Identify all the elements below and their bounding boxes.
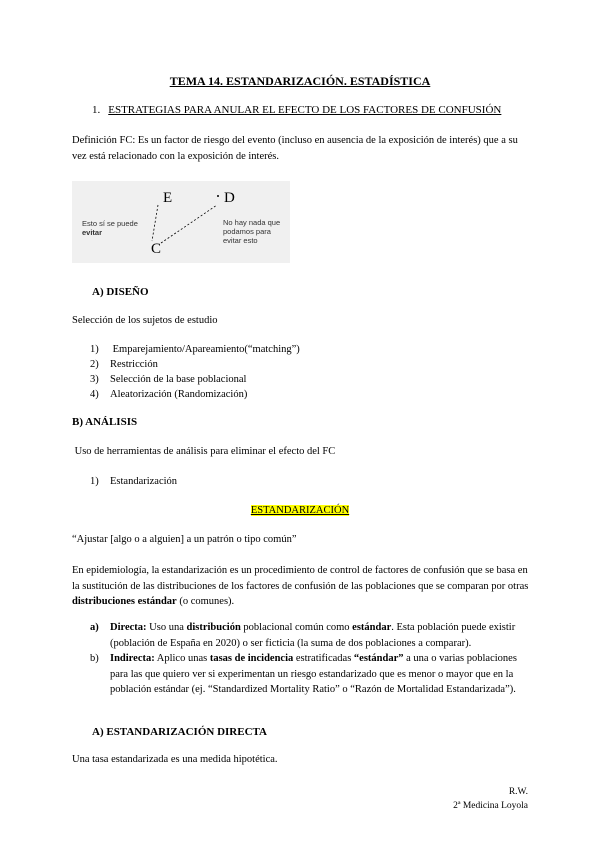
list-num: 1) (90, 344, 99, 355)
list-num: 4) (90, 389, 99, 400)
estandarizacion-heading-wrap (0, 505, 600, 516)
left-note (82, 219, 138, 237)
list-item (90, 389, 247, 400)
list-item (90, 359, 158, 370)
type-b (90, 651, 530, 698)
dot-near-d (217, 195, 219, 197)
item-text: . Esta población puede existir (población de España en 2020) o ser ficticia (la suma de dos poblaciones a comparar). (110, 622, 516, 649)
para-text: En epidemiología, la estandarización es un procedimiento de control de factores de confusión que se basa en la sustitución de las distribuciones de los factores de confusión de las poblaciones que se comparan por otras (72, 565, 529, 592)
list-item (90, 374, 246, 385)
para-bold: distribuciones estándar (72, 596, 177, 607)
list-text: Aleatorización (Randomización) (110, 389, 248, 400)
direct-text: Una tasa estandarizada es una medida hipotética. (72, 754, 278, 765)
right-note-line: evitar esto (223, 236, 258, 245)
item-label: b) (90, 653, 99, 664)
list-text: Selección de la base poblacional (110, 374, 247, 385)
item-text: Aplico unas (154, 653, 210, 664)
line-c-to-e (152, 205, 158, 241)
label-d: D (224, 190, 235, 206)
footer (453, 785, 528, 813)
section-number: 1. (92, 104, 101, 116)
list-num: 2) (90, 359, 99, 370)
list-text: Estandarización (110, 476, 178, 487)
item-bold: tasas de incidencia (209, 653, 294, 664)
right-note-line: podamos para (223, 227, 271, 236)
section-heading-1 (92, 104, 501, 116)
footer-author: R.W. (508, 787, 528, 797)
item-bold: “estándar” (353, 653, 404, 664)
design-intro: Selección de los sujetos de estudio (72, 315, 218, 326)
left-note-line: evitar (82, 228, 103, 237)
item-text: a una o varias poblaciones para las que quiero ver si experimentan un riesgo estandarizado que es menor o mayor que en la población estándar (ej. “Standardized Mortality Ratio” o “Razón de Mortalidad Estandarizada”). (110, 653, 517, 695)
list-num: 1) (90, 476, 99, 487)
list-item (90, 476, 177, 487)
item-text: estratificadas (293, 653, 354, 664)
quote: “Ajustar [algo o a alguien] a un patrón o tipo común” (72, 534, 297, 545)
item-label: a) (90, 622, 99, 633)
right-note-line: No hay nada que (223, 218, 281, 227)
item-bold: Directa: (110, 622, 147, 633)
right-note (223, 218, 280, 245)
item-bold: distribución (186, 622, 241, 633)
definition-paragraph: Definición FC: Es un factor de riesgo del evento (incluso en ausencia de la exposición de interés) que a su vez está relacionado con la exposición de interés. (72, 135, 518, 162)
page-title: TEMA 14. ESTANDARIZACIÓN. ESTADÍSTICA (169, 74, 431, 88)
item-text: Uso una (146, 622, 187, 633)
estandarizacion-heading: ESTANDARIZACIÓN (250, 505, 350, 516)
standardization-types (90, 620, 530, 698)
line-c-to-d (161, 205, 217, 243)
analysis-heading: B) ANÁLISIS (72, 416, 138, 428)
footer-course: 2ª Medicina Loyola (453, 801, 528, 811)
left-note-line: Esto sí se puede (82, 219, 138, 228)
type-a (90, 620, 530, 651)
epidemiology-paragraph (72, 563, 532, 610)
analysis-intro: Uso de herramientas de análisis para eliminar el efecto del FC (72, 446, 336, 457)
para-text: (o comunes). (176, 596, 235, 607)
section-title: ESTRATEGIAS PARA ANULAR EL EFECTO DE LOS FACTORES DE CONFUSIÓN (108, 104, 502, 116)
confounding-diagram (72, 181, 290, 263)
design-heading: A) DISEÑO (92, 286, 149, 298)
list-text: Restricción (110, 359, 158, 370)
list-item (90, 344, 300, 355)
direct-heading: A) ESTANDARIZACIÓN DIRECTA (92, 726, 268, 738)
item-bold: estándar (352, 622, 392, 633)
label-c: C (151, 241, 162, 257)
label-e: E (163, 190, 173, 206)
list-num: 3) (90, 374, 99, 385)
list-text: Emparejamiento/Apareamiento(“matching”) (110, 344, 300, 355)
item-text: poblacional común como (240, 622, 353, 633)
item-bold: Indirecta: (110, 653, 155, 664)
